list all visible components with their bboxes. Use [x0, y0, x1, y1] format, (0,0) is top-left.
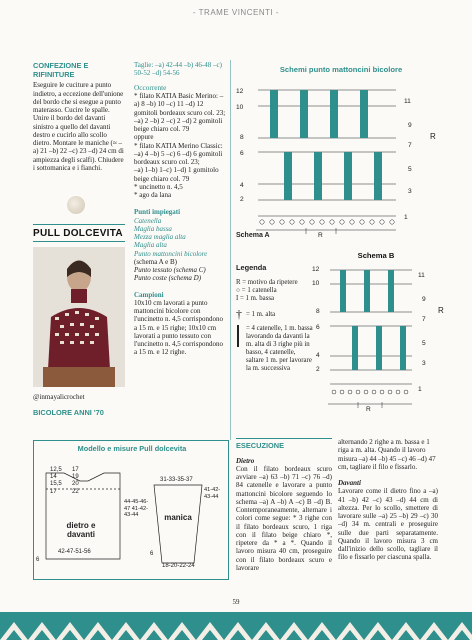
model-photo	[33, 247, 125, 387]
stitch-item: Catenella	[134, 216, 162, 225]
pattern-title: PULL DOLCEVITA	[33, 228, 123, 239]
sleeve-rib-measure: 6	[150, 551, 154, 557]
knit-pattern-art	[0, 612, 472, 640]
back-title: Dietro	[236, 456, 255, 465]
stitch-item: Maglia bassa	[134, 224, 172, 233]
row-number: 8	[316, 308, 320, 315]
repeat-mark: R	[430, 132, 436, 141]
neck-measure-left: 12,5 14 15,5 17	[50, 467, 62, 495]
sizes-text: Taglie: –a) 42-44 –b) 46-48 –c) 50-52 –d) 54-56	[134, 61, 222, 78]
schema-b-grid	[312, 264, 448, 418]
legend-item: R = motivo da ripetere	[236, 278, 298, 286]
row-number-right: 3	[408, 188, 412, 195]
row-number-right: 11	[404, 98, 411, 105]
row-number: 4	[240, 182, 244, 189]
schema-a-label: Schema A	[236, 232, 270, 239]
width-measure: 42-47-51-56	[58, 549, 91, 555]
photo-credit: @inmayalicrochet	[33, 393, 85, 401]
row-number: 10	[312, 280, 320, 287]
stitch-item: Mezza maglia alta	[134, 233, 186, 242]
front-text: Lavorare come il dietro fino a –a) 41 –b) 42 –c) 43 –d) 44 cm di altezza. Per lo scollo, smettere di lavorare sulle –a) 25 –b) 29 –c) 30 –d) 34 m. centrali e proseguire sulle due parti separatamente. Quando il lavoro misura 3 cm dall'inizio dello scollo, tagliare il filo e fissarlo per ciascuna spalla.	[338, 487, 438, 562]
stitches-title: Punti impiegati	[134, 208, 181, 217]
row-number-right: 7	[408, 142, 412, 149]
body-label: dietro e davanti	[66, 521, 96, 540]
row-number-right: 1	[418, 386, 422, 393]
stitch-item: Punto mattoncini bicolore	[134, 249, 208, 258]
material-item: * filato KATIA Basic Merino: –a) 8 –b) 10 –c) 11 –d) 12 gomitoli bordeaux scuro col. 23;	[134, 92, 226, 117]
model-photo-art	[33, 247, 125, 387]
rib-measure: 6	[36, 557, 40, 563]
legend-item-text: = 1 m. alta	[246, 310, 276, 318]
instructions-col-1	[236, 438, 332, 572]
legend-item: I = 1 m. bassa	[236, 294, 275, 302]
row-number: 10	[236, 104, 244, 111]
column-2	[134, 61, 226, 357]
legend	[236, 264, 314, 373]
schema-top-title: Schemi punto mattoncini bicolore	[279, 65, 403, 74]
neck-measure-right: 17 19 20 22	[72, 467, 79, 495]
diagram-title: Modello e misure Pull dolcevita	[77, 444, 187, 453]
legend-title: Legenda	[236, 263, 267, 272]
page-header: - TRAME VINCENTI -	[192, 8, 280, 17]
instructions-col-2	[338, 438, 438, 562]
finishing-title: CONFEZIONE E RIFINITURE	[33, 61, 89, 79]
repeat-mark: R	[318, 232, 323, 239]
material-item: * ago da lana	[134, 191, 172, 200]
front-title: Davanti	[338, 479, 361, 487]
gauge-title: Campioni	[134, 290, 164, 299]
side-measure: 44-45-46-47 41-42-43-44	[124, 499, 149, 519]
row-number-right: 9	[422, 296, 426, 303]
material-item: * uncinetto n. 4,5	[134, 182, 183, 191]
stitch-item: Maglia alta	[134, 241, 167, 250]
stitch-item: Punto tessuto (schema C)	[134, 266, 206, 275]
sleeve-bottom-measure: 18-20-22-24	[162, 563, 195, 569]
collection-label: BICOLORE ANNI '70	[33, 408, 104, 417]
row-number-right: 7	[422, 316, 426, 323]
row-number-right: 3	[422, 360, 426, 367]
row-number: 6	[316, 324, 320, 331]
knit-pattern-band	[0, 612, 472, 640]
back-text: Con il filato bordeaux scuro avviare –a) 63 –b) 71 –c) 76 –d) 84 catenelle e lavorare a punto mattoncini bicolore seguendo lo schema –a) A –b) A –c) B –d) B. Contemporaneamente, alternare i colori come segue: * 3 righe con il filato bordeaux scuro, 1 riga con il filato beige chiaro *, ripetere da * a *. Quando il lavoro misura 40 cm, proseguire con il filato bordeaux scuro e lavorare	[236, 464, 332, 572]
legend-item	[236, 306, 314, 321]
stitch-item: Punto coste (schema D)	[134, 274, 202, 283]
long-stitch-icon	[237, 325, 239, 347]
sleeve-top-measure: 31-33-35-37	[160, 477, 193, 483]
column-1	[33, 62, 125, 172]
divider	[33, 224, 125, 225]
material-item: oppure	[134, 133, 154, 142]
column-divider	[230, 60, 231, 440]
material-item: –a) 1–b) 1–c) 1–d) 1 gomitolo beige chiaro col. 79	[134, 166, 219, 183]
sleeve-label: manica	[164, 513, 192, 522]
row-number: 12	[312, 266, 320, 273]
material-item: –a) 2 –b) 2 –c) 2 –d) 2 gomitoli beige chiaro col. 79	[134, 116, 223, 134]
material-item: * filato KATIA Merino Classic: –a) 4 –b) 5 –c) 6 –d) 6 gomitoli bordeaux scuro col. 23;	[134, 141, 223, 167]
schema-b-chart	[312, 264, 448, 418]
stitch-item: (schema A e B)	[134, 257, 177, 266]
legend-item-text: = 4 catenelle, 1 m. bassa lavorando da davanti la m. alta di 3 righe più in basso, 4 catenelle, saltare 1 m. per lavorare la m. successiva	[246, 324, 313, 372]
execution-title: ESECUZIONE	[236, 441, 285, 450]
schema-a-chart	[236, 84, 448, 244]
back-text-cont: alternando 2 righe a m. bassa e 1 riga a m. alta. Quando il lavoro misura –a) 44 –b) 45 –c) 46 –d) 47 cm, tagliare il filo e fissarlo.	[338, 438, 436, 471]
row-number: 12	[236, 88, 244, 95]
row-number: 8	[240, 134, 244, 141]
gauge-text: 10x10 cm lavorati a punto mattoncini bicolore con l'uncinetto n. 4,5 corrispondono a 15 m. e 15 righe; 10x10 cm lavorati a punto tessuto con l'uncinetto n. 4,5 corrispondono a 15 m. e 12 righe.	[134, 298, 223, 357]
repeat-mark: R	[366, 406, 371, 413]
tall-stitch-icon: †	[236, 306, 242, 321]
yarn-ball-image	[67, 196, 85, 214]
divider	[33, 241, 125, 242]
repeat-mark: R	[438, 306, 444, 315]
row-number: 2	[240, 196, 244, 203]
legend-item: ○ = 1 catenella	[236, 286, 277, 294]
row-number: 6	[240, 150, 244, 157]
sleeve-side-measure: 41-42-43-44	[204, 487, 221, 500]
row-number-right: 9	[408, 122, 412, 129]
schema-a-grid	[236, 84, 448, 244]
page-number: 59	[232, 597, 240, 606]
diagram-box	[33, 440, 229, 580]
row-number-right: 11	[418, 272, 425, 279]
row-number: 4	[316, 352, 320, 359]
row-number-right: 1	[404, 214, 408, 221]
legend-item	[236, 325, 314, 373]
row-number: 2	[316, 366, 320, 373]
finishing-text: Eseguire le cuciture a punto indietro, a eccezione dell'unione del bordo che si esegue a punto materasso. Cucire le spalle. Unire il bordo del davanti sinistro a quello del davanti destro e cucirlo allo scollo dietro. Montare le maniche (≈ –a) 21 –b) 22 –c) 23 –d) 24 cm di ampiezza degli scalfi). Chiudere i sottomanica e i fianchi.	[33, 81, 124, 172]
schema-b-title: Schema B	[357, 251, 395, 260]
row-number-right: 5	[408, 166, 412, 173]
materials-title: Occorrente	[134, 82, 167, 92]
row-number-right: 5	[422, 340, 426, 347]
